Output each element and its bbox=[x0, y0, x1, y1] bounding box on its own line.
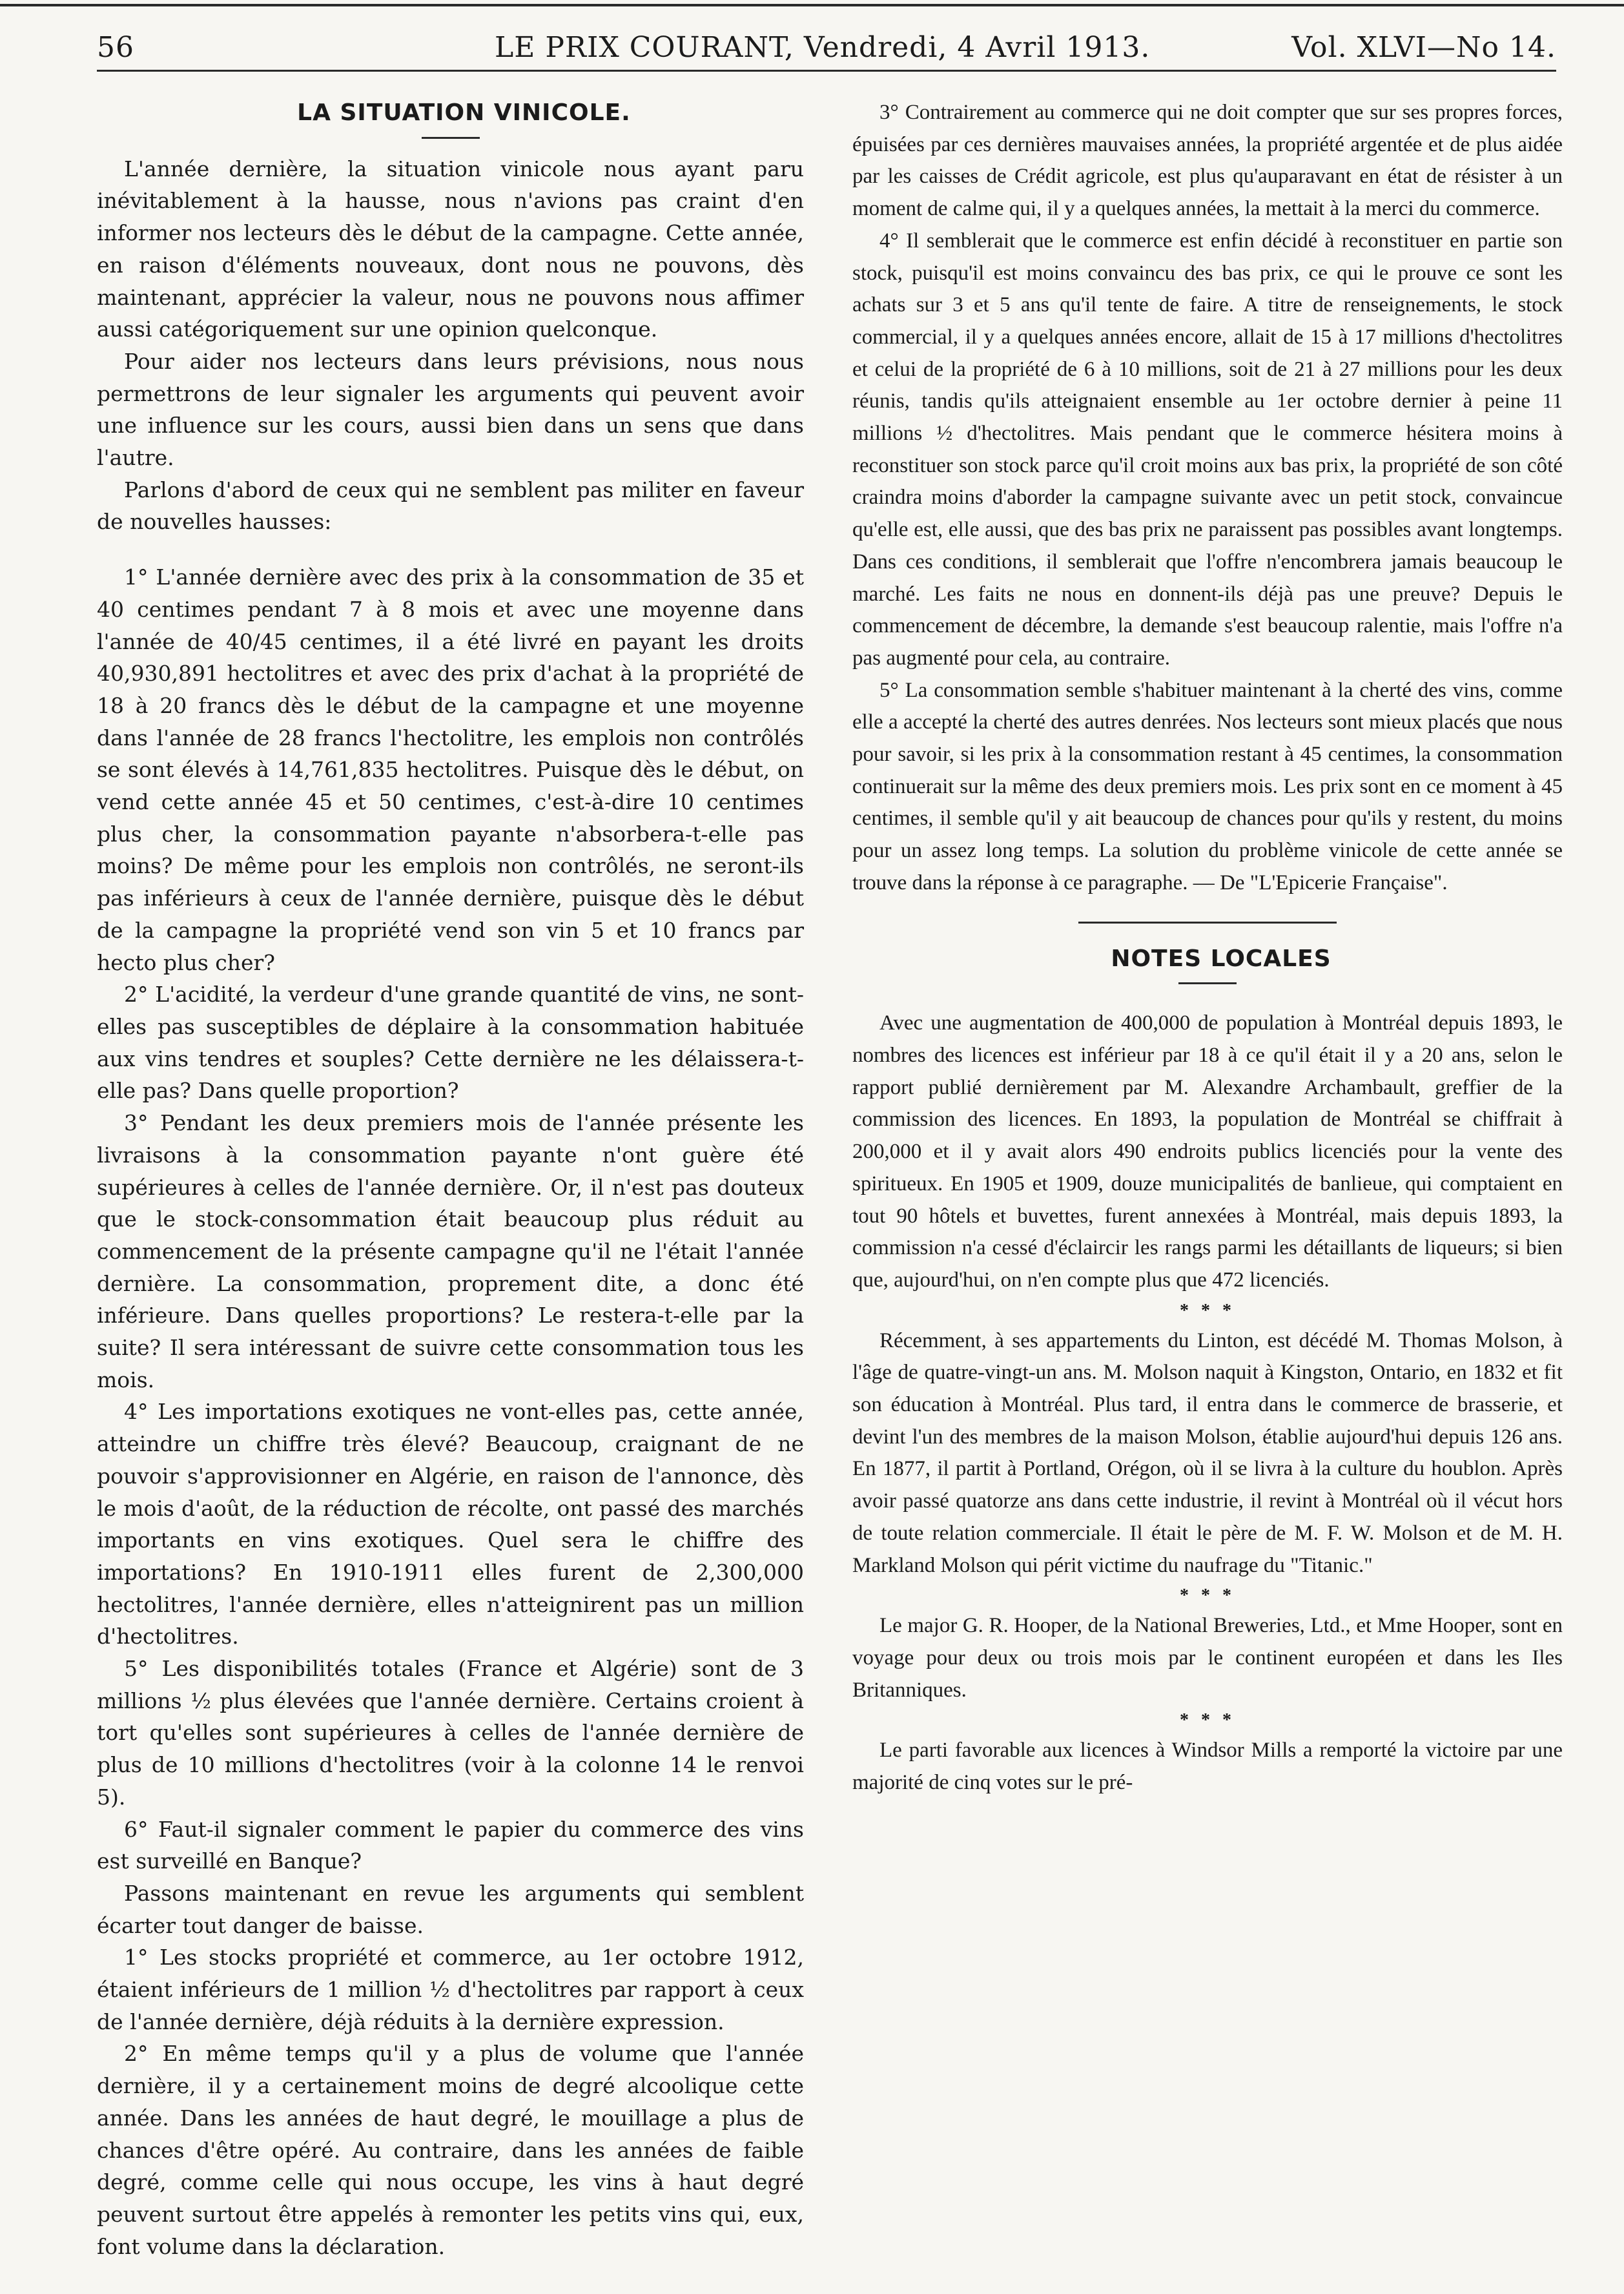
page-header bbox=[97, 26, 1556, 71]
paragraph: Récemment, à ses appartements du Linton, est décédé M. Thomas Molson, à l'âge de quatre-vingt-un ans. M. Molson naquit à Kingston, Ontario, en 1832 et fit son éducation à Montréal. Plus tard, il entra dans le commerce de brasserie, et devint l'un des membres de la maison Molson, établie aujourd'hui depuis 126 ans. En 1877, il partit à Portland, Orégon, où il se livra à la culture du houblon. Après avoir passé quatorze ans dans cette industrie, il revint à Montréal où il vécut hors de toute relation commerciale. Il était le père de M. F. W. Molson et de M. H. Markland Molson qui périt victime du naufrage du "Titanic." bbox=[852, 1328, 1563, 1577]
paragraph: 3° Pendant les deux premiers mois de l'année présente les livraisons à la consommation payante n'ont guère été supérieures à celles de l'année dernière. Or, il n'est pas douteux que le stock-consommation était beaucoup plus réduit au commencement de la présente campagne qu'il ne l'était l'année dernière. La consommation, proprement dite, a donc été inférieure. Dans quelles proportions? Le restera-t-elle par la suite? Il sera intéressant de suivre cette consommation tous les mois. bbox=[97, 1110, 804, 1392]
paragraph: Pour aider nos lecteurs dans leurs prévisions, nous nous permettrons de leur signaler les arguments qui peuvent avoir une influence sur les cours, aussi bien dans un sens que dans l'autre. bbox=[97, 348, 804, 471]
paragraph: L'année dernière, la situation vinicole nous ayant paru inévitablement à la hausse, nous n'avions pas craint d'en informer nos lecteurs dès le début de la campagne. Cette année, en raison d'éléments nouveaux, dont nous ne pouvons, dès maintenant, apprécier la valeur, nous ne pouvons nous affimer aussi catégoriquement sur une opinion quelconque. bbox=[97, 156, 804, 342]
paragraph: 2° En même temps qu'il y a plus de volume que l'année dernière, il y a certainement moins de degré alcoolique cette année. Dans les années de haut degré, le mouillage a plus de chances d'être opéré. Au contraire, dans les années de faible degré, comme celle qui nous occupe, les vins à haut degré peuvent surtout être appelés à remonter les petits vins qui, eux, font volume dans la déclaration. bbox=[97, 2041, 804, 2259]
paragraph: Avec une augmentation de 400,000 de population à Montréal depuis 1893, le nombres des licences est inférieur par 18 à ce qu'il était il y a 20 ans, selon le rapport publié dernièrement par M. Alexandre Archambault, greffier de la commission des licences. En 1893, la population de Montréal se chiffrait à 200,000 et il y avait alors 490 endroits publics licenciés pour la vente des spiritueux. En 1905 et 1909, douze municipalités de banlieue, qui comptaient en tout 90 hôtels et buvettes, furent annexées à Montréal, mais depuis 1893, la commission n'a cessé d'éclaircir les rangs parmi les détaillants de liqueurs; si bien que, aujourd'hui, on n'en compte plus que 472 licenciés. bbox=[852, 1011, 1563, 1292]
paragraph: 4° Les importations exotiques ne vont-elles pas, cette année, atteindre un chiffre très élevé? Beaucoup, craignant de ne pouvoir s'approvisionner en Algérie, en raison de l'annonce, dès le mois d'août, de la réduction de récolte, ont passé des marchés importants en vins exotiques. Quel sera le chiffre des importations? En 1910-1911 elles furent de 2,300,000 hectolitres, l'année dernière, elles n'atteignirent pas un million d'hectolitres. bbox=[97, 1399, 804, 1649]
left-column bbox=[97, 97, 804, 2262]
page-number: 56 bbox=[97, 31, 134, 64]
article-title: LA SITUATION VINICOLE. bbox=[297, 99, 631, 126]
paragraph: 4° Il semblerait que le commerce est enfin décidé à reconstituer en partie son stock, puisqu'il est moins convaincu des bas prix, ce qui le prouve ce sont les achats sur 3 et 5 ans qu'il tente de faire. A titre de renseignements, le stock commercial, il y a quelques années encore, allait de 15 à 17 millions d'hectolitres et celui de la propriété de 6 à 10 millions, soit de 21 à 27 millions pour les deux réunis, tandis qu'ils atteignaient ensemble au 1er octobre dernier à peine 11 millions ½ d'hectolitres. Mais pendant que le commerce hésitera moins à reconstituer son stock parce qu'il croit moins aux bas prix, la propriété de son côté craindra moins d'aborder la campagne suivante avec un petit stock, convaincue qu'elle est, elle aussi, que des bas prix ne paraissent pas possibles avant longtemps. Dans ces conditions, il semblerait que l'offre n'encombrera jamais beaucoup le marché. Les faits ne nous en donnent-ils déjà pas une preuve? Depuis le commencement de décembre, la demande s'est beaucoup ralentie, mais l'offre n'a pas augmenté pour cela, au contraire. bbox=[852, 229, 1563, 670]
title-rule bbox=[1178, 982, 1237, 984]
top-border-rule bbox=[0, 4, 1624, 6]
header-rule bbox=[97, 70, 1556, 72]
paragraph: Parlons d'abord de ceux qui ne semblent pas militer en faveur de nouvelles hausses: bbox=[97, 477, 804, 535]
paragraph: 6° Faut-il signaler comment le papier du commerce des vins est surveillé en Banque? bbox=[97, 1816, 804, 1874]
paragraph: 5° Les disponibilités totales (France et Algérie) sont de 3 millions ½ plus élevées que l'année dernière. Certains croient à tort qu'elles sont supérieures à celles de l'année dernière de plus de 10 millions d'hectolitres (voir à la colonne 14 le renvoi 5). bbox=[97, 1656, 804, 1810]
section-rule bbox=[1078, 922, 1337, 924]
paragraph: Le major G. R. Hooper, de la National Breweries, Ltd., et Mme Hooper, sont en voyage pour deux ou trois mois par le continent européen et dans les Iles Britanniques. bbox=[852, 1614, 1563, 1702]
separator-stars: * * * bbox=[1180, 1710, 1235, 1731]
paragraph: Passons maintenant en revue les arguments qui semblent écarter tout danger de baisse. bbox=[97, 1880, 804, 1938]
paragraph: Le parti favorable aux licences à Windsor Mills a remporté la victoire par une majorité de cinq votes sur le pré- bbox=[852, 1739, 1563, 1795]
right-column bbox=[852, 97, 1563, 1799]
separator-stars: * * * bbox=[1180, 1586, 1235, 1606]
paragraph: 3° Contrairement au commerce qui ne doit compter que sur ses propres forces, épuisées par ces dernières mauvaises années, la propriété argentée et de plus aidée par les caisses de Crédit agricole, est plus qu'auparavant en état de résister à un moment de calme qui, il y a quelques années, la mettait à la merci du commerce. bbox=[852, 101, 1563, 221]
paragraph: 1° Les stocks propriété et commerce, au 1er octobre 1912, étaient inférieurs de 1 million ½ d'hectolitres par rapport à ceux de l'année dernière, déjà réduits à la dernière expression. bbox=[97, 1945, 804, 2034]
section-title: NOTES LOCALES bbox=[1111, 945, 1331, 972]
paragraph: 1° L'année dernière avec des prix à la consommation de 35 et 40 centimes pendant 7 à 8 mois et avec une moyenne dans l'année de 40/45 centimes, il a été livré en payant les droits 40,930,891 hectolitres et avec des prix d'achat à la propriété de 18 à 20 francs dès le début de la campagne et une moyenne dans l'année de 28 francs l'hectolitre, les emplois non contrôlés se sont élevés à 14,761,835 hectolitres. Puisque dès le début, on vend cette année 45 et 50 centimes, c'est-à-dire 10 centimes plus cher, la consommation payante n'absorbera-t-elle pas moins? De même pour les emplois non contrôlés, ne seront-ils pas inférieurs à ceux de l'année dernière, puisque dès le début de la campagne la propriété vend son vin 5 et 10 francs par hecto plus cher? bbox=[97, 564, 804, 975]
publication-title: LE PRIX COURANT, Vendredi, 4 Avril 1913. bbox=[495, 31, 1151, 64]
paragraph: 2° L'acidité, la verdeur d'une grande quantité de vins, ne sont-elles pas susceptibles de déplaire à la consommation habituée aux vins tendres et souples? Cette dernière ne les délaissera-t-elle pas? Dans quelle proportion? bbox=[97, 982, 804, 1104]
title-rule bbox=[422, 137, 480, 139]
volume-number: Vol. XLVI—No 14. bbox=[1291, 31, 1556, 64]
paragraph: 5° La consommation semble s'habituer maintenant à la cherté des vins, comme elle a accepté la cherté des autres denrées. Nos lecteurs sont mieux placés que nous pour savoir, si les prix à la consommation restant à 45 centimes, la consommation continuerait sur la même des deux premiers mois. Les prix sont en ce moment à 45 centimes, il semble qu'il y ait beaucoup de chances pour qu'ils y restent, du moins pour un assez long temps. La solution du problème vinicole de cette année se trouve dans la réponse à ce paragraphe. — De "L'Epicerie Française". bbox=[852, 678, 1563, 894]
separator-stars: * * * bbox=[1180, 1300, 1235, 1321]
